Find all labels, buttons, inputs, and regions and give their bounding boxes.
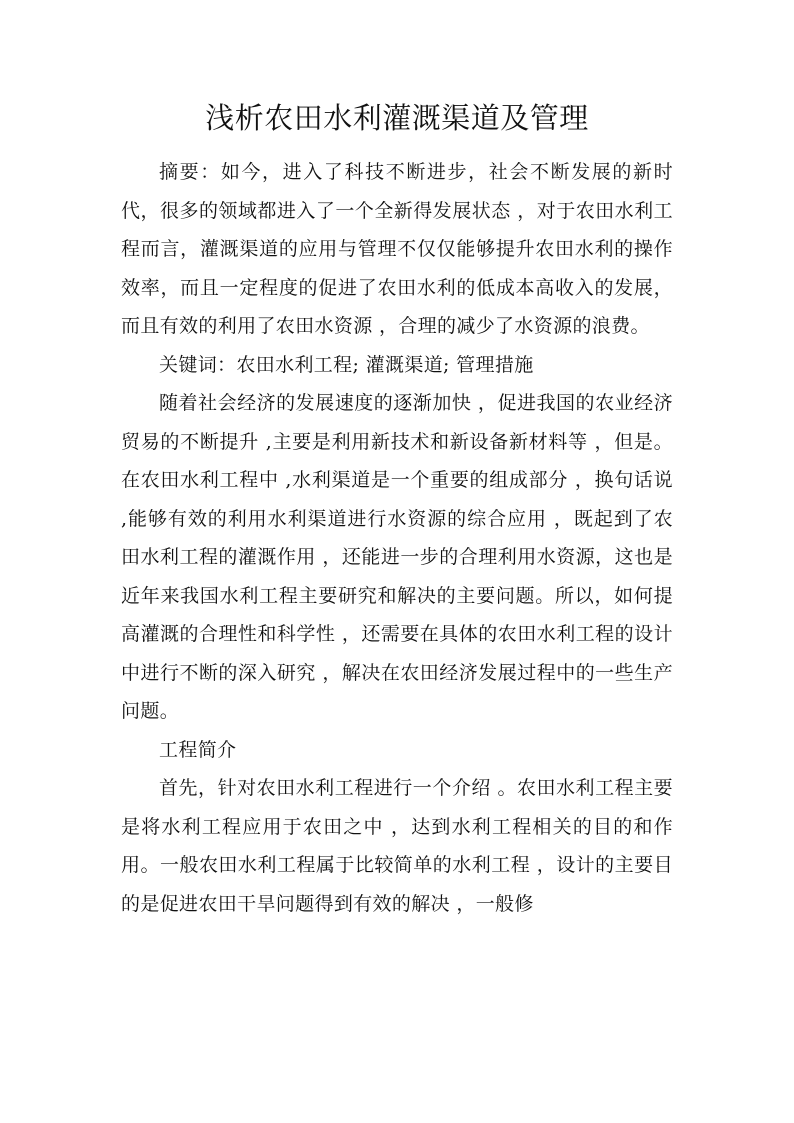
- document-title: 浅析农田水利灌溉渠道及管理: [205, 101, 589, 135]
- intro-paragraph: 随着社会经济的发展速度的逐渐加快 ，促进我国的农业经济贸易的不断提升 ,主要是利用新技术和新设备新材料等 ，但是。在农田水利工程中 ,水利渠道是一个重要的组成部分 ，换句话说 ,能够有效的利用水利渠道进行水资源的综合应用 ，既起到了农田水利工程的灌溉作用 ，还能进一步的合理利用水资源，这也是近年来我国水利工程主要研究和解决的主要问题。所以，如何提高灌溉的合理性和科学性 ，还需要在具体的农田水利工程的设计中进行不断的深入研究 ，解决在农田经济发展过程中的一些生产问题。: [121, 392, 673, 722]
- document-body: [121, 153, 673, 923]
- keywords-line: 关键词：农田水利工程; 灌溉渠道; 管理措施: [159, 353, 534, 376]
- section-heading: 工程简介: [159, 738, 237, 761]
- section-paragraph: 首先，针对农田水利工程进行一个介绍 。农田水利工程主要是将水利工程应用于农田之中 ，达到水利工程相关的目的和作用。一般农田水利工程属于比较简单的水利工程 ，设计的主要目的是促进农田干旱问题得到有效的解决 ，一般修: [121, 777, 673, 915]
- abstract-paragraph: 摘要：如今，进入了科技不断进步，社会不断发展的新时代，很多的领域都进入了一个全新得发展状态 ，对于农田水利工程而言，灌溉渠道的应用与管理不仅仅能够提升农田水利的操作效率，而且一定程度的促进了农田水利的低成本高收入的发展，而且有效的利用了农田水资源 ，合理的减少了水资源的浪费。: [121, 161, 673, 337]
